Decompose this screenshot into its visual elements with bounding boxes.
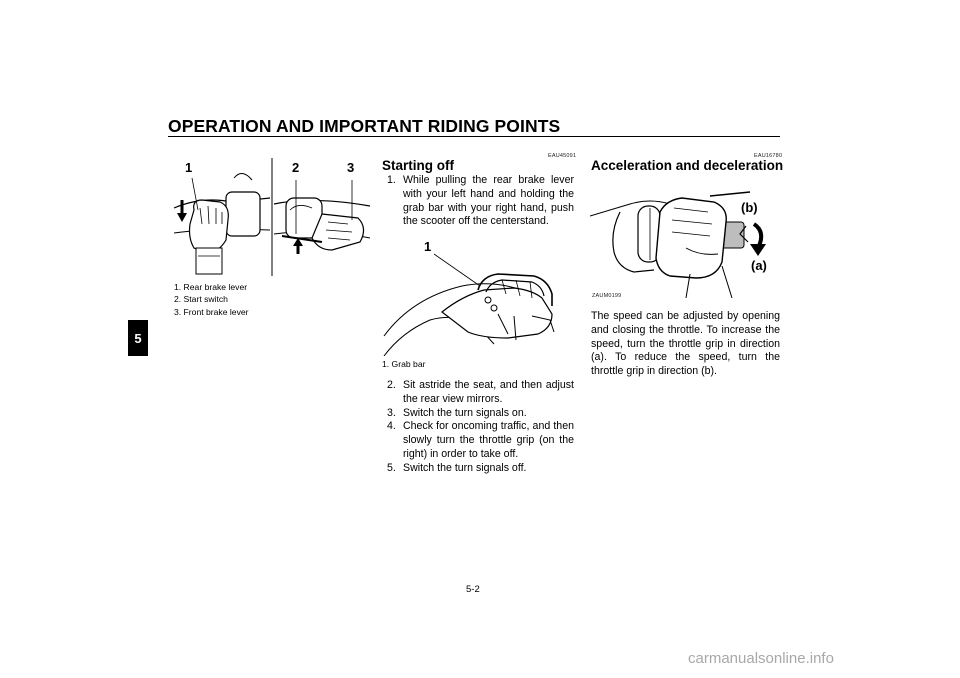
figure-grab-bar bbox=[382, 236, 574, 356]
callout-grab-bar: 1 bbox=[424, 239, 432, 254]
chapter-tab: 5 bbox=[128, 320, 148, 356]
step-4 bbox=[387, 420, 574, 461]
figure-levers-captions bbox=[174, 281, 249, 318]
step-5-text: Switch the turn signals off. bbox=[403, 461, 527, 474]
step-1 bbox=[387, 174, 574, 229]
watermark: carmanualsonline.info bbox=[688, 650, 834, 667]
step-4-number: 4. bbox=[387, 420, 396, 433]
label-direction-b: (b) bbox=[741, 200, 758, 215]
section-code-starting-off: EAU45091 bbox=[548, 153, 577, 159]
caption-grab-bar: 1. Grab bar bbox=[382, 359, 426, 369]
step-4-text: Check for oncoming traffic, and then slowly turn the throttle grip (on the right) in order to take off. bbox=[403, 420, 574, 460]
figure-code: ZAUM0199 bbox=[592, 293, 622, 299]
label-direction-a: (a) bbox=[751, 258, 767, 273]
step-2-number: 2. bbox=[387, 379, 396, 391]
callout-3: 3 bbox=[347, 160, 355, 175]
page-number: 5-2 bbox=[466, 584, 480, 595]
step-2 bbox=[387, 379, 574, 407]
section-title-acceleration: Acceleration and deceleration bbox=[591, 158, 784, 173]
step-1-number: 1. bbox=[387, 174, 396, 186]
section-title-starting-off: Starting off bbox=[382, 158, 454, 173]
callout-2: 2 bbox=[292, 160, 300, 175]
step-3-number: 3. bbox=[387, 406, 396, 419]
step-5-number: 5. bbox=[387, 461, 396, 474]
step-3-text: Switch the turn signals on. bbox=[403, 406, 527, 419]
step-3 bbox=[387, 407, 574, 421]
step-2-text: Sit astride the seat, and then adjust the rear view mirrors. bbox=[403, 379, 574, 405]
caption-rear-brake: 1. Rear brake lever bbox=[174, 282, 248, 292]
section-code-acceleration: EAU16780 bbox=[754, 153, 783, 159]
caption-start-switch: 2. Start switch bbox=[174, 294, 228, 305]
figure-brake-levers bbox=[172, 158, 372, 278]
callout-1: 1 bbox=[185, 160, 193, 175]
steps-list bbox=[387, 379, 574, 476]
page-title: OPERATION AND IMPORTANT RIDING POINTS bbox=[168, 116, 561, 136]
acceleration-body: The speed can be adjusted by opening and closing the throttle. To increase the speed, turn the throttle grip in direction (a). To reduce the speed, turn the throttle grip in direction (b). bbox=[591, 310, 780, 378]
caption-front-brake: 3. Front brake lever bbox=[174, 306, 249, 317]
step-1-text: While pulling the rear brake lever with your left hand and holding the grab bar with your right hand, push the scooter off the centerstand. bbox=[403, 174, 574, 228]
step-5 bbox=[387, 462, 574, 476]
header-rule bbox=[168, 136, 780, 137]
